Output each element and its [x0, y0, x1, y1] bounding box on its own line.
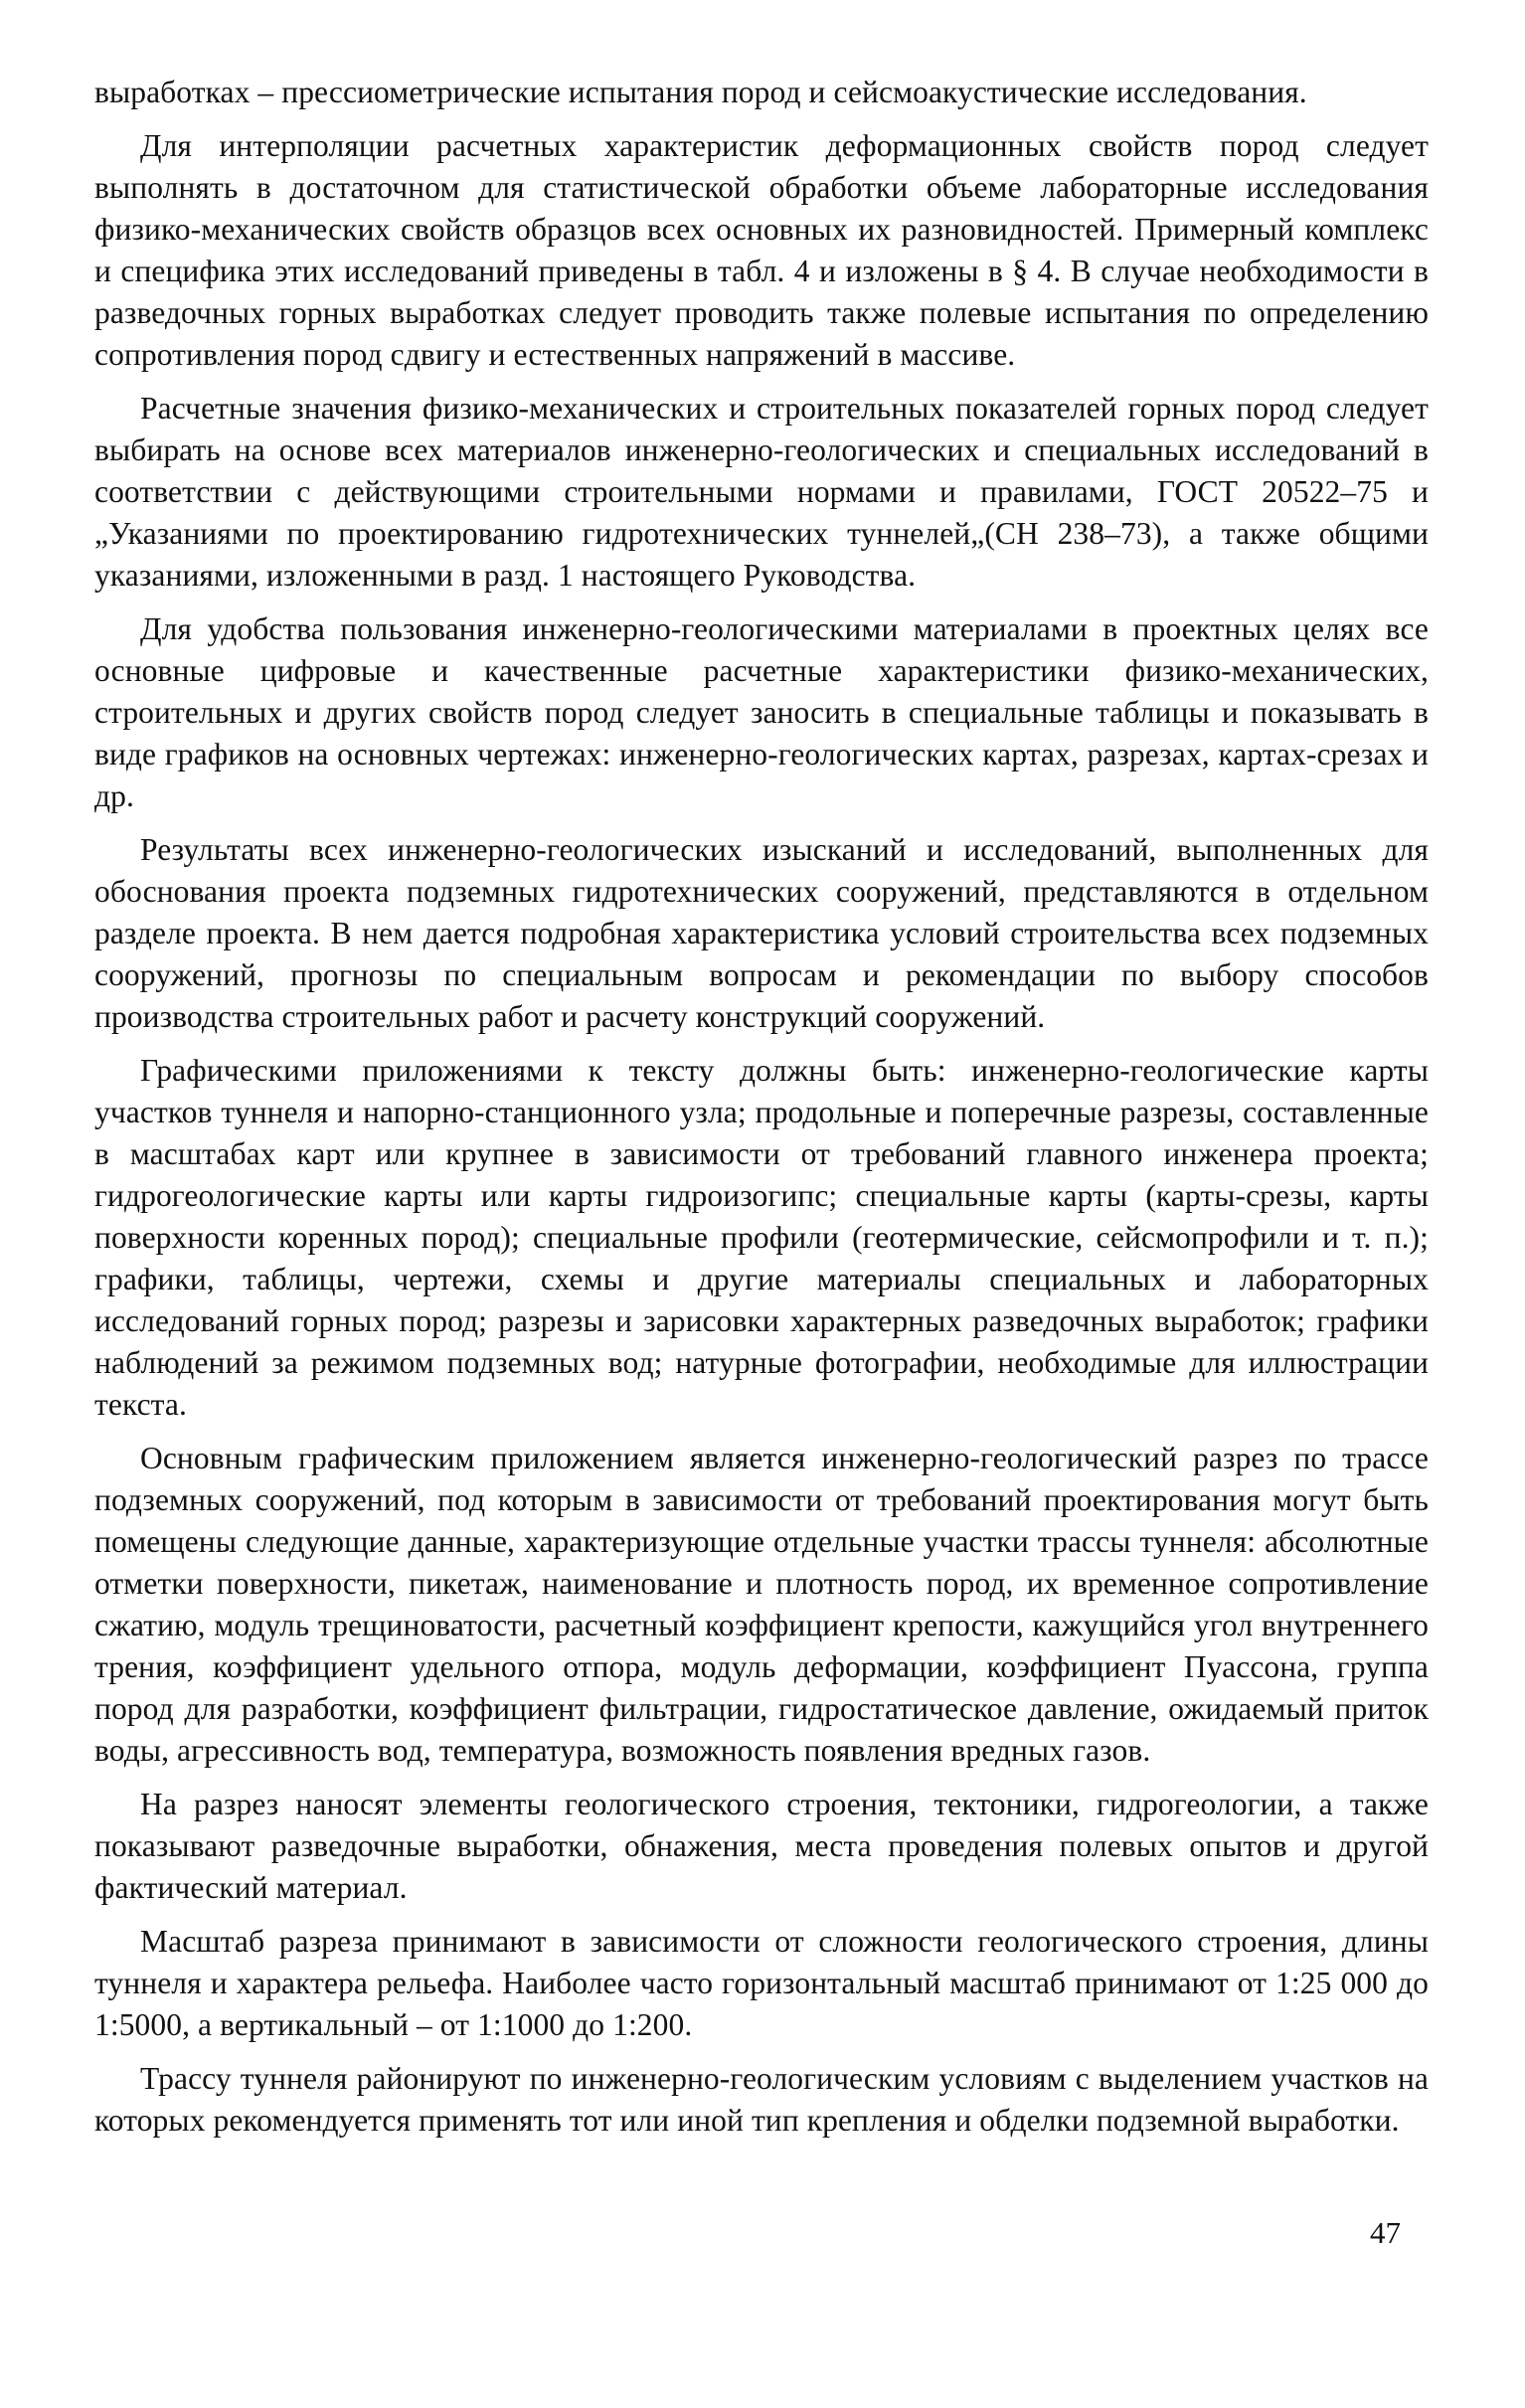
paragraph-7: Основным графическим приложением является инженерно-геологический разрез по трассе подземных сооружений, под которым в зависимости от требований проектирования могут быть помещены следующие данные, характеризующие отдельные участки трассы туннеля: абсолютные отметки поверхности, пикетаж, наименование и плотность пород, их временное сопротивление сжатию, модуль трещиноватости, расчетный коэффициент крепости, кажущийся угол внутреннего трения, коэффициент удельного отпора, модуль деформации, коэффициент Пуассона, группа пород для разработки, коэффициент фильтрации, гидростатическое давление, ожидаемый приток воды, агрессивность вод, температура, возможность появления вредных газов. — [94, 1441, 1429, 1768]
paragraph-1: выработках – прессиометрические испытания пород и сейсмоакустические исследования. — [94, 75, 1307, 109]
page-body — [94, 72, 1429, 2153]
page-number: 47 — [1370, 2215, 1401, 2250]
paragraph-9: Масштаб разреза принимают в зависимости от сложности геологического строения, длины туннеля и характера рельефа. Наиболее часто горизонтальный масштаб принимают от 1:25 000 до 1:5000, а вертикальный – от 1:1000 до 1:200. — [94, 1924, 1429, 2042]
paragraph-2: Для интерполяции расчетных характеристик деформационных свойств пород следует выполнять в достаточном для статистической обработки объеме лабораторные исследования физико-механических свойств образцов всех основных их разновидностей. Примерный комплекс и специфика этих исследований приведены в табл. 4 и изложены в § 4. В случае необходимости в разведочных горных выработках следует проводить также полевые испытания по определению сопротивления пород сдвигу и естественных напряжений в массиве. — [94, 128, 1429, 372]
paragraph-6: Графическими приложениями к тексту должны быть: инженерно-геологические карты участков туннеля и напорно-станционного узла; продольные и поперечные разрезы, составленные в масштабах карт или крупнее в зависимости от требований главного инженера проекта; гидрогеологические карты или карты гидроизогипс; специальные карты (карты-срезы, карты поверхности коренных пород); специальные профили (геотермические, сейсмопрофили и т. п.); графики, таблицы, чертежи, схемы и другие материалы специальных и лабораторных исследований горных пород; разрезы и зарисовки характерных разведочных выработок; графики наблюдений за режимом подземных вод; натурные фотографии, необходимые для иллюстрации текста. — [94, 1053, 1429, 1422]
paragraph-5: Результаты всех инженерно-геологических изысканий и исследований, выполненных для обоснования проекта подземных гидротехнических сооружений, представляются в отдельном разделе проекта. В нем дается подробная характеристика условий строительства всех подземных сооружений, прогнозы по специальным вопросам и рекомендации по выбору способов производства строительных работ и расчету конструкций сооружений. — [94, 832, 1429, 1034]
paragraph-3: Расчетные значения физико-механических и строительных показателей горных пород следует выбирать на основе всех материалов инженерно-геологических и специальных исследований в соответствии с действующими строительными нормами и правилами, ГОСТ 20522–75 и „Указаниями по проектированию гидротехнических туннелей„(СН 238–73), а также общими указаниями, изложенными в разд. 1 настоящего Руководства. — [94, 391, 1429, 593]
paragraph-4: Для удобства пользования инженерно-геологическими материалами в проектных целях все основные цифровые и качественные расчетные характеристики физико-механических, строительных и других свойств пород следует заносить в специальные таблицы и показывать в виде графиков на основных чертежах: инженерно-геологических картах, разрезах, картах-срезах и др. — [94, 611, 1429, 813]
paragraph-8: На разрез наносят элементы геологического строения, тектоники, гидрогеологии, а также показывают разведочные выработки, обнажения, места проведения полевых опытов и другой фактический материал. — [94, 1787, 1429, 1905]
paragraph-10: Трассу туннеля районируют по инженерно-геологическим условиям с выделением участков на которых рекомендуется применять тот или иной тип крепления и обделки подземной выработки. — [94, 2061, 1429, 2138]
